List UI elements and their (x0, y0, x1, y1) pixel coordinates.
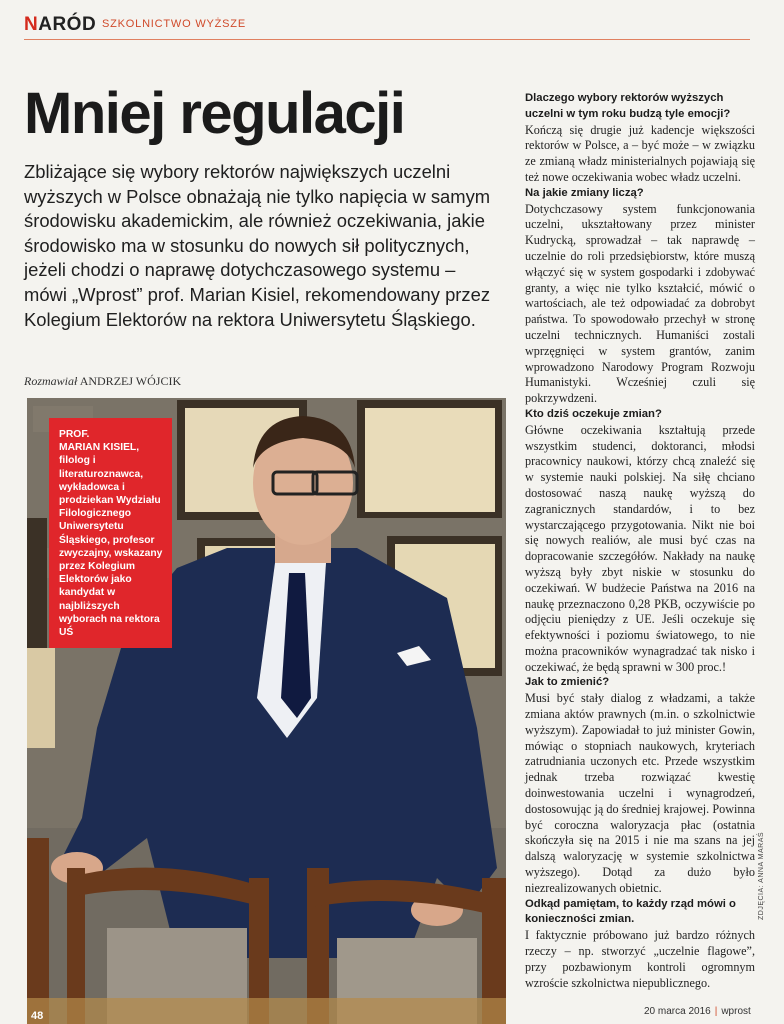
interview-question: Dlaczego wybory rektorów wyższych uczelni w tym roku budzą tyle emocji? (525, 92, 731, 120)
interview-answer: Główne oczekiwania kształtują przede wszystkim studenci, doktoranci, młodsi pracownicy naukowi, którzy chcą znaleźć się w systemie nauki polskiej. Na siłę chciano dostosować naszą naukę wyższą do zagranicznych standardów, i to bez wystarczającego przygotowania. Nikt nie boi się nowych realiów, ale musi być czas na dopracowanie szczegółów. Nakłady na naukę wyższą były zbyt niskie w stosunku do oczekiwań. W budżecie Państwa na 2016 na naukę przeznaczono 0,28 PKB, oczywiście po odjęciu pieniędzy z UE. Jeśli oczekuje się efektywności i poziomu światowego, to nie można pracowników wynagradzać tak nisko i oczekiwać, że będą sprawni w 300 proc.! (525, 422, 755, 674)
issue-date: 20 marca 2016 (644, 1006, 711, 1017)
caption-description: filolog i literaturoznawca, wykładowca i prodziekan Wydziału Filologicznego Uniwersytetu Śląskiego, profesor zwyczajny, wskazany przez Kolegium Elektorów jako kandydat w najbliższych wyborach na rektora UŚ (59, 455, 163, 639)
byline-author: ANDRZEJ WÓJCIK (79, 374, 182, 388)
brand-rest: ARÓD (38, 14, 97, 35)
article-lead (24, 160, 494, 332)
caption-name-line2: MARIAN KISIEL, (59, 442, 140, 454)
brand-initial: N (24, 14, 39, 35)
footer-separator: | (714, 1006, 718, 1017)
byline-label: Rozmawiał (24, 374, 78, 388)
byline (24, 374, 181, 389)
interview-answer: Dotychczasowy system funkcjonowania uczelni, ukształtowany przez minister Kudrycką, sprowadzał – tak naprawdę – uczelnie do roli przedsiębiorstw, które muszą włączyć się w system gospodarki i zdobywać granty, a więc nie tylko kształcić, mówić o wartościach, ale też odpowiadać za dobrobyt państwa. To spowodowało przechył w stronę uczelni technicznych. Humaniści zostali wprzęgnięci w system grantów, zanim wprowadzono Narodowy Program Rozwoju Humanistyki. Wcześniej czuli się pokrzywdzeni. (525, 201, 755, 406)
interview-answer: Kończą się drugie już kadencje większości rektorów w Polsce, a – być może – w związku ze zmianą władz ministerialnych pojawiają się też nowe oczekiwania wobec władz uczelni. (525, 122, 755, 184)
magazine-name: wprost (721, 1006, 751, 1017)
photo-credit: ZDJĘCIA: ANNA MARAŚ (758, 831, 765, 920)
section-name: SZKOLNICTWO WYŻSZE (102, 18, 246, 30)
header-divider (24, 39, 750, 40)
page-number: 48 (31, 1010, 44, 1022)
page-header (24, 14, 750, 38)
section-brand (24, 14, 96, 36)
page-footer (644, 1006, 751, 1017)
interview-answer: Musi być stały dialog z władzami, a także zmiana aktów prawnych (m.in. o szkolnictwie wyższym). Zapowiadał to już minister Gowin, mówiąc o stopniach naukowych, kryteriach zatrudniania uczonych etc. Przede wszystkim jednak trzeba rozwiązać kwestię doinwestowania uczelni i wynagrodzeń, dostosowując ją do średniej krajowej. Powinna być coroczna waloryzacja płac (ostatnia skończyła się na 2015 i nie ma szans na jej dalszą waloryzację w systemie szkolnictwa wyższego). Dotąd za dużo było niezrealizowanych obietnic. (525, 691, 755, 895)
caption-name-line1: PROF. (59, 429, 90, 440)
article-title: Mniej regulacji (24, 81, 405, 146)
interview-question: Jak to zmienić? (525, 676, 610, 689)
interview-question: Odkąd pamiętam, to każdy rząd mówi o konieczności zmian. (525, 897, 736, 926)
lead-text: Zbliżające się wybory rektorów największych uczelni wyższych w Polsce obnażają nie tylko napięcia w samym środowisku akademickim, ale również oczekiwania, jakie środowisko ma w stosunku do nowych sił politycznych, jeżeli chodzi o naprawę dotychczasowego systemu – mówi „Wprost” prof. Marian Kisiel, rekomendowany przez Kolegium Elektorów na rektora Uniwersytetu Śląskiego. (24, 161, 491, 330)
interview-question: Na jakie zmiany liczą? (525, 186, 644, 199)
interview-column (525, 91, 755, 991)
portrait-caption (49, 418, 172, 648)
interview-question: Kto dziś oczekuje zmian? (525, 407, 662, 420)
interview-answer: I faktycznie próbowano już bardzo różnych rzeczy – np. stworzyć „uczelnie flagowe”, przy pozbawionym kontroli ogromnym wzroście szkolnictwa niepublicznego. (525, 928, 755, 990)
